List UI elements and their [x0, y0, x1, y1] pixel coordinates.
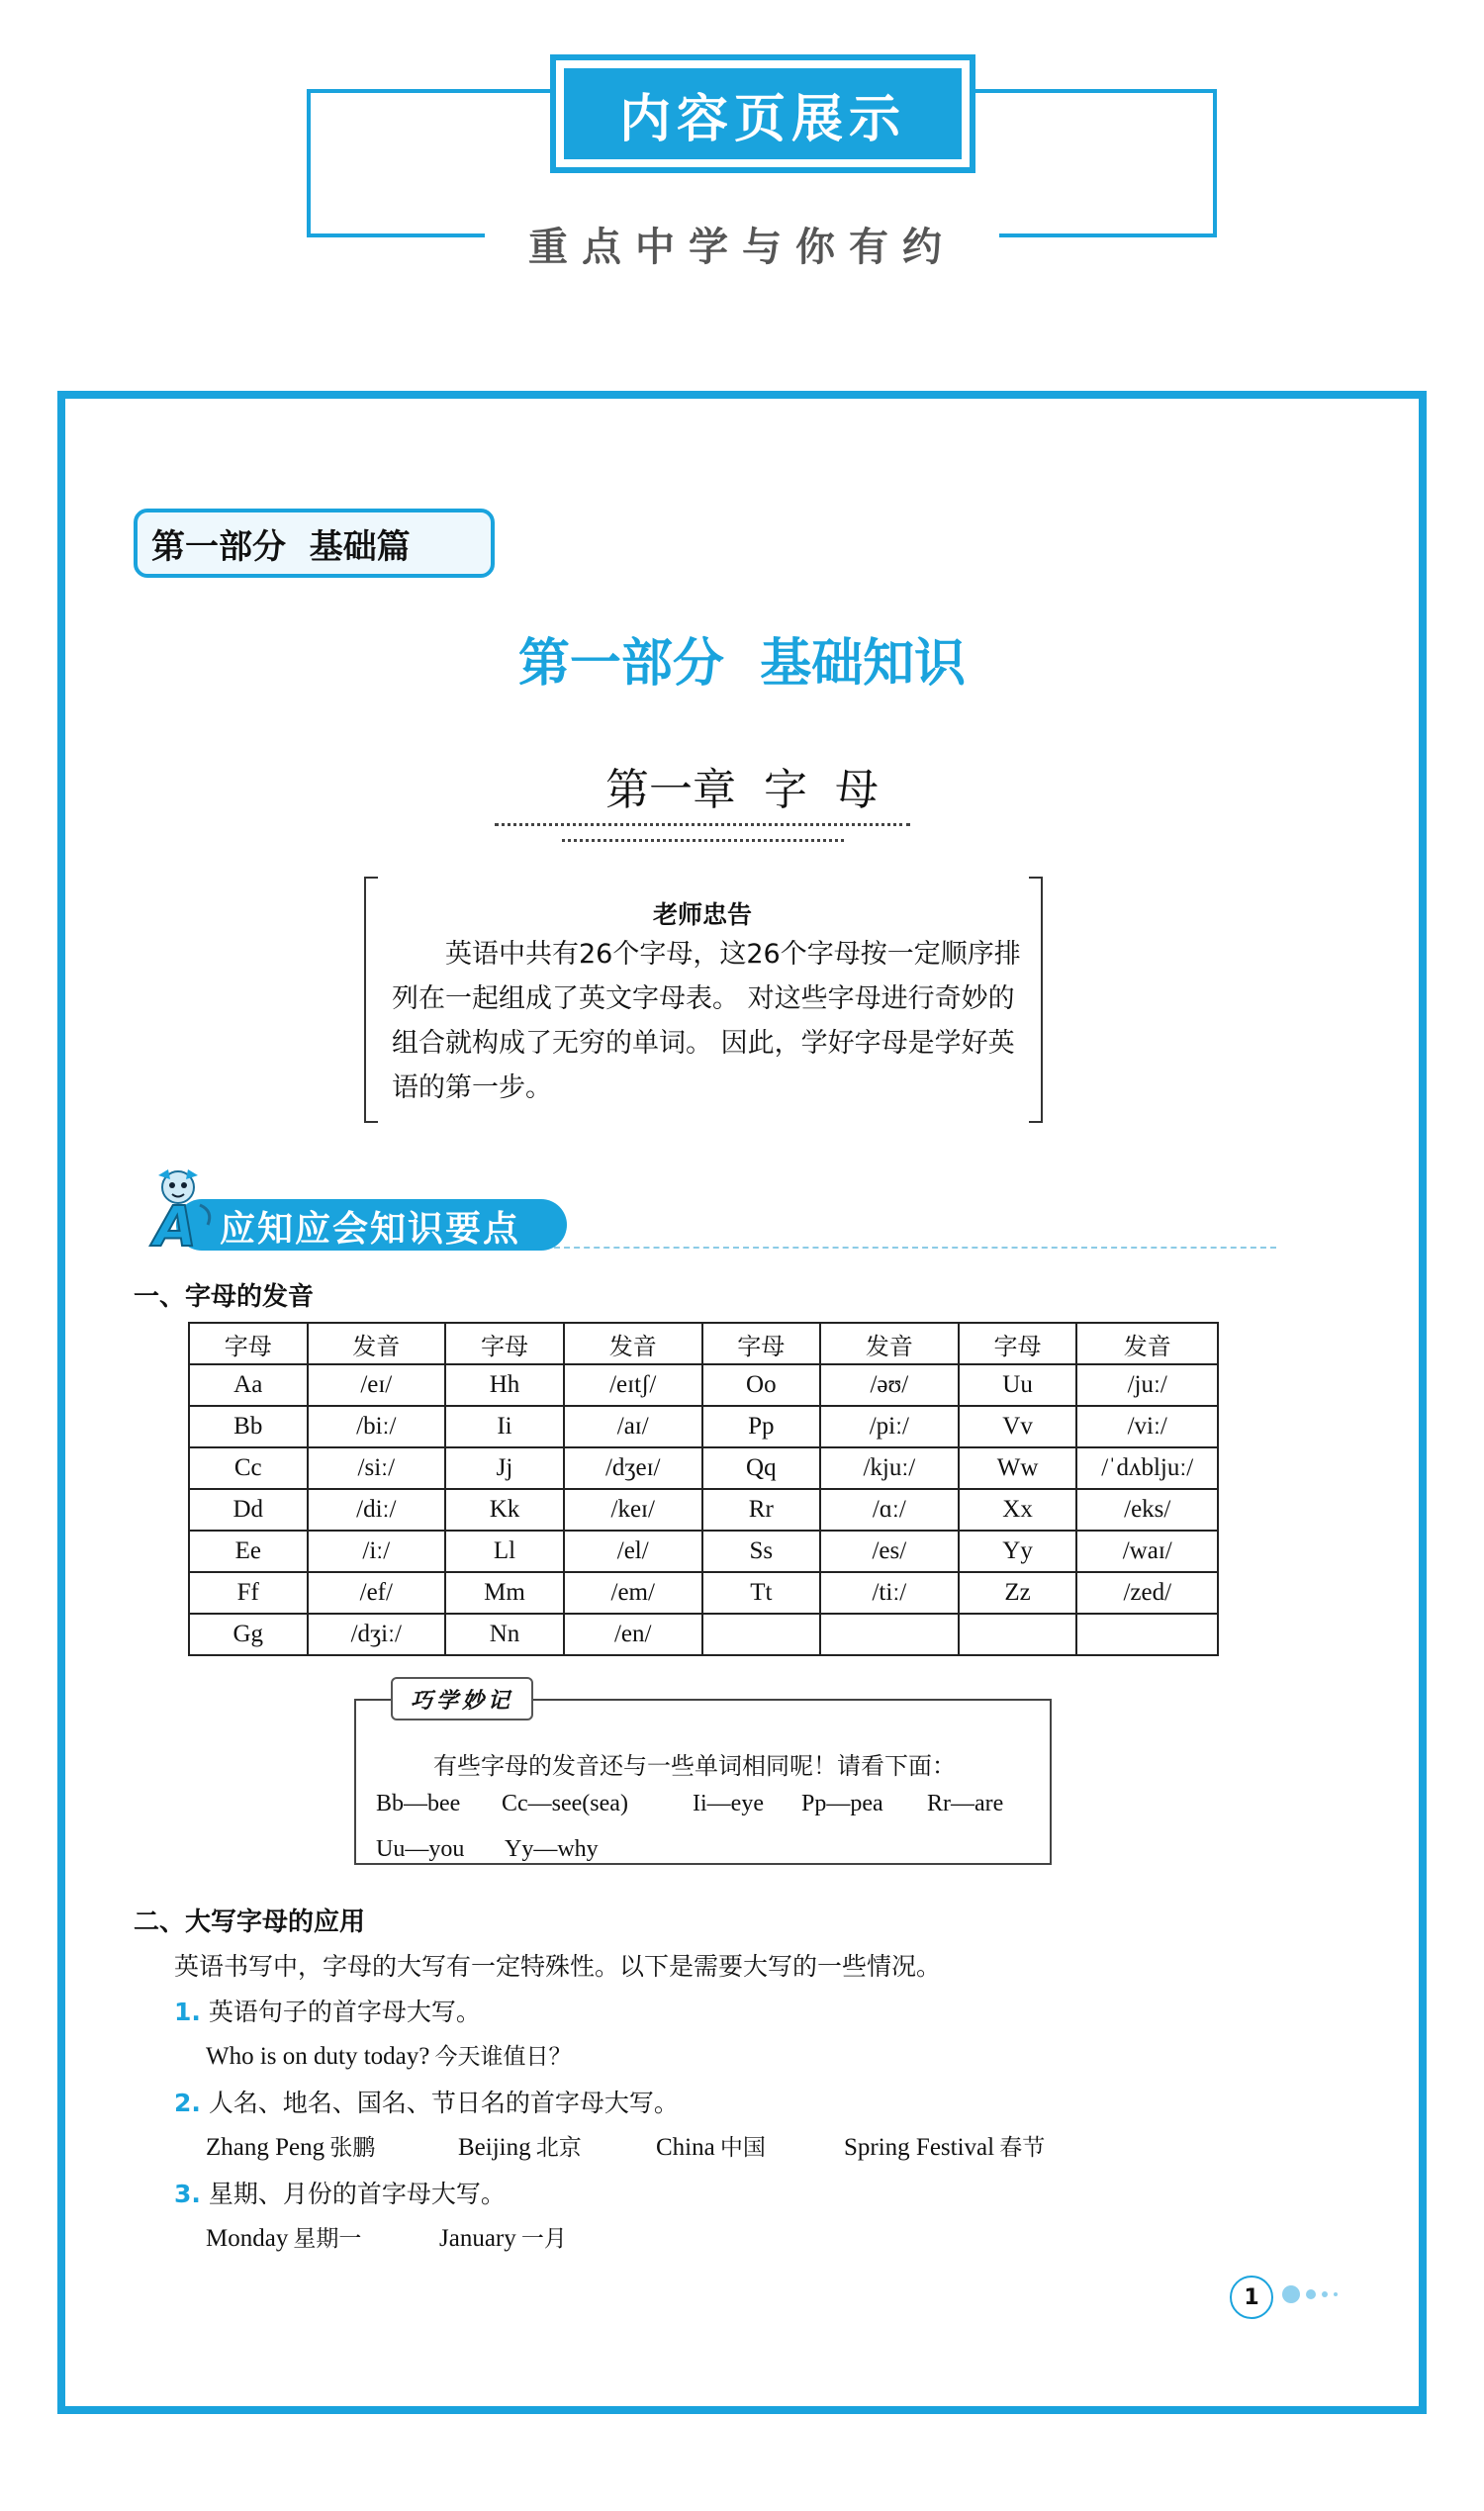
- capitals-heading: 二、大写字母的应用: [134, 1907, 366, 1937]
- alphabet-table: [188, 1322, 1219, 1656]
- page-dot-icon: [1282, 2285, 1300, 2303]
- rule-text: 人名、地名、国名、节日名的首字母大写。: [208, 2089, 679, 2117]
- phonetic-cell: /siː/: [308, 1447, 446, 1489]
- phonetic-cell: /biː/: [308, 1406, 446, 1447]
- rule-example: [458, 2129, 582, 2162]
- phonetic-cell: /eɪ/: [308, 1364, 446, 1406]
- phonetic-cell: /tiː/: [820, 1572, 959, 1614]
- column-header: 发音: [564, 1323, 702, 1364]
- letter-cell: [959, 1614, 1077, 1655]
- section-a-rule: [554, 1247, 1276, 1249]
- column-header: 发音: [1076, 1323, 1218, 1364]
- letter-cell: [702, 1614, 821, 1655]
- capitals-intro: 英语书写中，字母的大写有一定特殊性。以下是需要大写的一些情况。: [174, 1952, 942, 1981]
- banner-title-box: [550, 54, 975, 173]
- mnemonic-pairs-line-1: [376, 1791, 1049, 1830]
- phonetic-cell: /zed/: [1076, 1572, 1218, 1614]
- letter-cell: Jj: [445, 1447, 564, 1489]
- letter-cell: Tt: [702, 1572, 821, 1614]
- phonetic-cell: /eks/: [1076, 1489, 1218, 1531]
- rule-number: 1.: [174, 1998, 201, 2026]
- table-row: [189, 1614, 1218, 1655]
- banner-title: 内容页展示: [564, 68, 962, 159]
- example-cn: 星期一: [293, 2226, 362, 2252]
- rule-example: [206, 2038, 571, 2071]
- mnemonic-tag: 巧学妙记: [391, 1677, 533, 1720]
- example-cn: 中国: [719, 2135, 766, 2161]
- phonetic-cell: /viː/: [1076, 1406, 1218, 1447]
- example-en: Who is on duty today?: [206, 2043, 430, 2070]
- example-cn: 春节: [999, 2135, 1046, 2161]
- mnemonic-pair: Yy—why: [505, 1836, 599, 1862]
- letter-cell: Zz: [959, 1572, 1077, 1614]
- phonetic-cell: [820, 1614, 959, 1655]
- rule-number: 3.: [174, 2180, 201, 2208]
- part-tag: 第一部分 基础篇: [134, 509, 495, 578]
- phonetic-cell: /aɪ/: [564, 1406, 702, 1447]
- example-en: Spring Festival: [844, 2134, 995, 2161]
- page-dot-icon: [1334, 2292, 1338, 2296]
- rule-example: [656, 2129, 766, 2162]
- letter-cell: Gg: [189, 1614, 308, 1655]
- example-en: Zhang Peng: [206, 2134, 325, 2161]
- rule-item: [174, 1993, 481, 2028]
- example-en: China: [656, 2134, 715, 2161]
- phonetic-cell: /en/: [564, 1614, 702, 1655]
- phonetic-cell: /piː/: [820, 1406, 959, 1447]
- letter-cell: Ee: [189, 1531, 308, 1572]
- mnemonic-pair: Rr—are: [927, 1791, 1004, 1816]
- advice-text: 英语中共有26个字母，这26个字母按一定顺序排列在一起组成了英文字母表。 对这些字母进行奇妙的组合就构成了无穷的单词。 因此，学好字母是学好英语的第一步。: [392, 939, 1021, 1103]
- column-header: 字母: [959, 1323, 1077, 1364]
- rule-text: 英语句子的首字母大写。: [208, 1998, 481, 2026]
- mnemonic-pair: Bb—bee: [376, 1791, 461, 1816]
- example-en: Beijing: [458, 2134, 531, 2161]
- page-number: 1: [1230, 2276, 1273, 2319]
- letter-cell: Ff: [189, 1572, 308, 1614]
- section-a-title: 应知应会知识要点: [220, 1209, 521, 1250]
- part-title: 第一部分 基础知识: [517, 634, 967, 694]
- letter-cell: Qq: [702, 1447, 821, 1489]
- phonetic-cell: /diː/: [308, 1489, 446, 1531]
- chapter-divider-bottom: [562, 839, 844, 842]
- mnemonic-pair: Cc—see(sea): [502, 1791, 628, 1816]
- example-en: January: [439, 2225, 516, 2252]
- letter-cell: Vv: [959, 1406, 1077, 1447]
- phonetic-cell: /kjuː/: [820, 1447, 959, 1489]
- example-cn: 北京: [535, 2135, 582, 2161]
- letter-cell: Yy: [959, 1531, 1077, 1572]
- banner-subtitle: 重点中学与你有约: [528, 225, 956, 270]
- table-row: [189, 1531, 1218, 1572]
- column-header: 发音: [820, 1323, 959, 1364]
- column-header: 字母: [702, 1323, 821, 1364]
- letter-cell: Cc: [189, 1447, 308, 1489]
- table-row: [189, 1572, 1218, 1614]
- column-header: 字母: [445, 1323, 564, 1364]
- phonetic-cell: /em/: [564, 1572, 702, 1614]
- rule-item: [174, 2084, 679, 2119]
- mnemonic-pair: Uu—you: [376, 1836, 465, 1862]
- letter-cell: Ii: [445, 1406, 564, 1447]
- table-row: [189, 1406, 1218, 1447]
- letter-cell: Hh: [445, 1364, 564, 1406]
- mnemonic-pair: Ii—eye: [693, 1791, 764, 1816]
- letter-cell: Oo: [702, 1364, 821, 1406]
- letter-cell: Nn: [445, 1614, 564, 1655]
- letter-cell: Rr: [702, 1489, 821, 1531]
- rule-examples-row: [206, 2129, 1195, 2169]
- letter-cell: Pp: [702, 1406, 821, 1447]
- page-dot-icon: [1322, 2291, 1328, 2297]
- rule-example: [844, 2129, 1045, 2162]
- phonetic-cell: /eɪtʃ/: [564, 1364, 702, 1406]
- phonetic-cell: /ef/: [308, 1572, 446, 1614]
- rule-example: [439, 2220, 567, 2253]
- advice-title: 老师忠告: [652, 900, 752, 929]
- phonetic-cell: /iː/: [308, 1531, 446, 1572]
- chapter-title: 第一章 字 母: [605, 765, 879, 815]
- phonetic-cell: /ˈdʌbljuː/: [1076, 1447, 1218, 1489]
- table-header-row: [189, 1323, 1218, 1364]
- table-row: [189, 1489, 1218, 1531]
- rule-text: 星期、月份的首字母大写。: [208, 2180, 506, 2208]
- example-cn: 今天谁值日？: [434, 2044, 572, 2070]
- letter-cell: Uu: [959, 1364, 1077, 1406]
- rule-number: 2.: [174, 2089, 201, 2117]
- rule-item: [174, 2175, 506, 2210]
- letter-cell: Xx: [959, 1489, 1077, 1531]
- phonetic-cell: /dʒiː/: [308, 1614, 446, 1655]
- chapter-divider-top: [495, 823, 910, 826]
- letter-cell: Ww: [959, 1447, 1077, 1489]
- example-cn: 张鹏: [329, 2135, 376, 2161]
- section-a-letter: A: [153, 1195, 197, 1259]
- letter-cell: Aa: [189, 1364, 308, 1406]
- rule-example: [206, 2129, 375, 2162]
- letter-cell: Mm: [445, 1572, 564, 1614]
- column-header: 发音: [308, 1323, 446, 1364]
- phonetic-cell: /el/: [564, 1531, 702, 1572]
- letter-cell: Bb: [189, 1406, 308, 1447]
- phonetic-cell: /əʊ/: [820, 1364, 959, 1406]
- phonetic-cell: /ɑː/: [820, 1489, 959, 1531]
- phonetic-cell: /dʒeɪ/: [564, 1447, 702, 1489]
- phonetic-cell: /waɪ/: [1076, 1531, 1218, 1572]
- letter-cell: Ll: [445, 1531, 564, 1572]
- mnemonic-pair: Pp—pea: [801, 1791, 883, 1816]
- pronunciation-heading: 一、字母的发音: [134, 1282, 315, 1312]
- example-cn: 一月: [520, 2226, 567, 2252]
- phonetic-cell: [1076, 1614, 1218, 1655]
- letter-cell: Kk: [445, 1489, 564, 1531]
- table-row: [189, 1447, 1218, 1489]
- table-row: [189, 1364, 1218, 1406]
- letter-cell: Dd: [189, 1489, 308, 1531]
- page-dot-icon: [1306, 2289, 1316, 2299]
- mnemonic-intro: 有些字母的发音还与一些单词相同呢！请看下面：: [433, 1752, 956, 1780]
- rule-example: [206, 2220, 361, 2253]
- mnemonic-pairs-line-2: [376, 1836, 1049, 1876]
- phonetic-cell: /es/: [820, 1531, 959, 1572]
- example-en: Monday: [206, 2225, 289, 2252]
- rule-examples-row: [206, 2220, 799, 2260]
- letter-cell: Ss: [702, 1531, 821, 1572]
- phonetic-cell: /keɪ/: [564, 1489, 702, 1531]
- column-header: 字母: [189, 1323, 308, 1364]
- phonetic-cell: /juː/: [1076, 1364, 1218, 1406]
